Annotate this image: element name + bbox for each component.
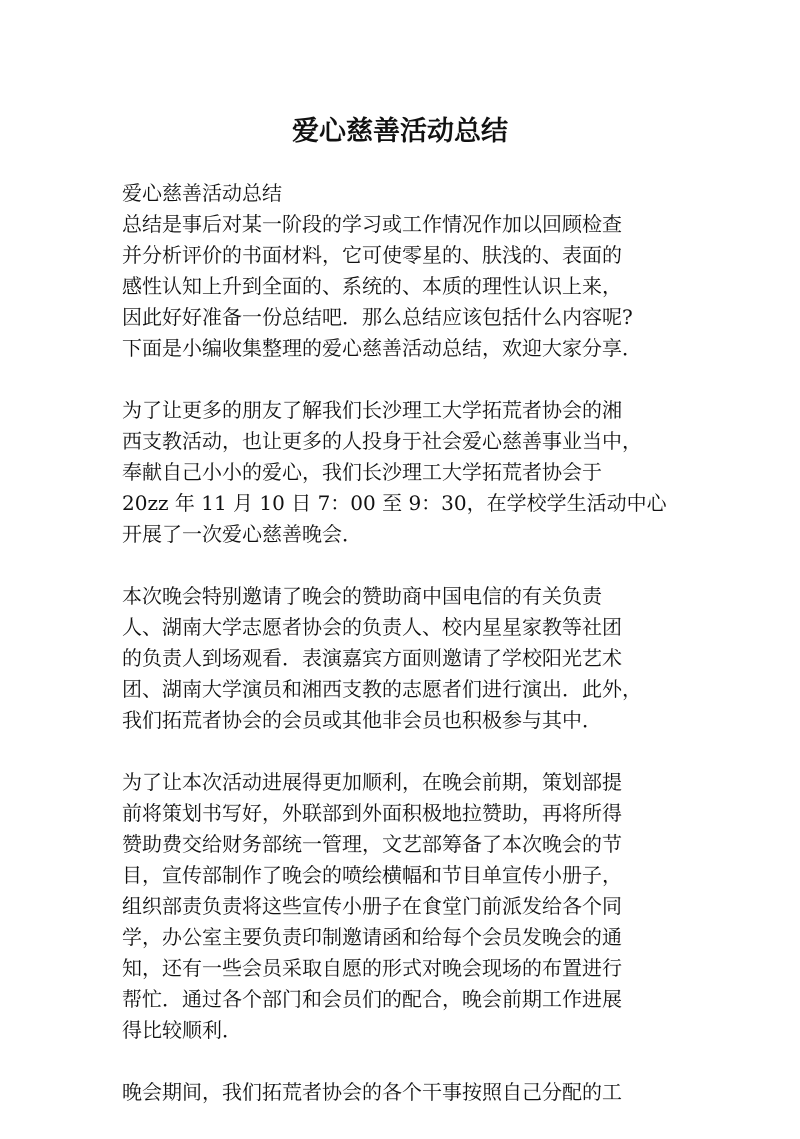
text-line: 目，宣传部制作了晚会的喷绘横幅和节目单宣传小册子， xyxy=(122,863,622,887)
text-line: 总结是事后对某一阶段的学习或工作情况作加以回顾检查 xyxy=(122,212,622,236)
text-line: 20zz 年 11 月 10 日 7：00 至 9：30，在学校学生活动中心 xyxy=(122,491,667,515)
text-line: 西支教活动，也让更多的人投身于社会爱心慈善事业当中， xyxy=(122,429,642,453)
text-line: 的负责人到场观看．表演嘉宾方面则邀请了学校阳光艺术 xyxy=(122,646,622,670)
text-line: 感性认知上升到全面的、系统的、本质的理性认识上来， xyxy=(122,274,622,298)
text-line: 前将策划书写好，外联部到外面积极地拉赞助，再将所得 xyxy=(122,801,622,825)
paragraph-guests xyxy=(122,581,682,736)
text-line: 人、湖南大学志愿者协会的负责人、校内星星家教等社团 xyxy=(122,615,622,639)
text-line: 知，还有一些会员采取自愿的形式对晚会现场的布置进行 xyxy=(122,956,622,980)
text-line: 下面是小编收集整理的爱心慈善活动总结，欢迎大家分享． xyxy=(122,336,642,360)
text-line: 奉献自己小小的爱心，我们长沙理工大学拓荒者协会于 xyxy=(122,460,602,484)
text-line: 并分析评价的书面材料，它可使零星的、肤浅的、表面的 xyxy=(122,243,622,267)
paragraph-during-event xyxy=(122,1077,682,1108)
text-line: 本次晚会特别邀请了晚会的赞助商中国电信的有关负责 xyxy=(122,584,602,608)
text-line: 为了让更多的朋友了解我们长沙理工大学拓荒者协会的湘 xyxy=(122,398,622,422)
paragraph-event-overview xyxy=(122,395,682,550)
text-line: 为了让本次活动进展得更加顺利，在晚会前期，策划部提 xyxy=(122,770,622,794)
text-line: 组织部责负责将这些宣传小册子在食堂门前派发给各个同 xyxy=(122,894,622,918)
document-body xyxy=(122,178,682,1139)
text-line: 帮忙．通过各个部门和会员们的配合，晚会前期工作进展 xyxy=(122,987,622,1011)
paragraph-intro xyxy=(122,178,682,364)
text-line: 晚会期间，我们拓荒者协会的各个干事按照自己分配的工 xyxy=(122,1080,622,1104)
paragraph-preparation xyxy=(122,767,682,1046)
text-line: 我们拓荒者协会的会员或其他非会员也积极参与其中． xyxy=(122,708,602,732)
text-line: 开展了一次爱心慈善晚会． xyxy=(122,522,362,546)
text-line: 爱心慈善活动总结 xyxy=(122,181,282,205)
text-line: 学，办公室主要负责印制邀请函和给每个会员发晚会的通 xyxy=(122,925,622,949)
text-line: 团、湖南大学演员和湘西支教的志愿者们进行演出．此外， xyxy=(122,677,642,701)
document-title: 爱心慈善活动总结 xyxy=(292,116,508,147)
text-line: 赞助费交给财务部统一管理，文艺部筹备了本次晚会的节 xyxy=(122,832,622,856)
text-line: 得比较顺利． xyxy=(122,1018,242,1042)
text-line: 因此好好准备一份总结吧．那么总结应该包括什么内容呢? xyxy=(122,305,633,329)
